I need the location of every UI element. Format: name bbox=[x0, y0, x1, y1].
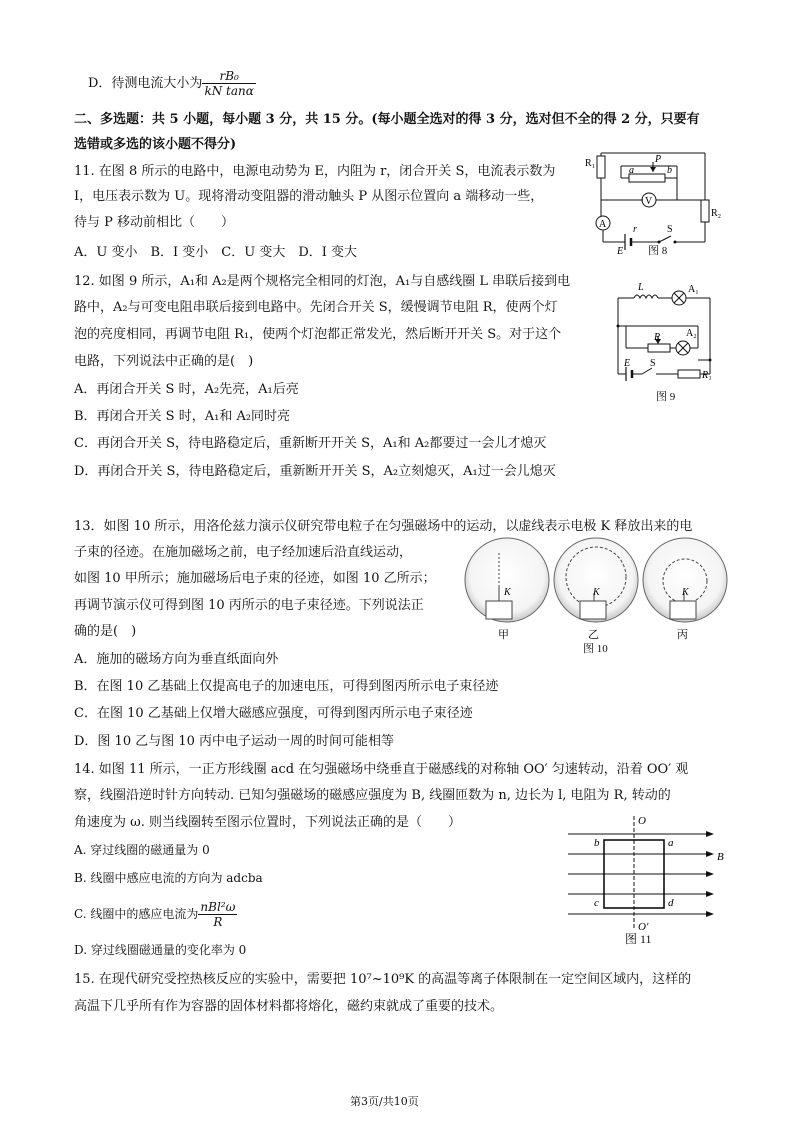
q15-line: 高温下几乎所有作为容器的固体材料都将熔化，磁约束就成了重要的技术。 bbox=[74, 999, 504, 1014]
q14-line: 角速度为 ω. 则当线圈转至图示位置时，下列说法正确的是（ ） bbox=[74, 815, 461, 830]
k-label: K bbox=[593, 587, 600, 598]
label-a: a bbox=[668, 837, 674, 849]
label-b: b bbox=[667, 165, 672, 176]
label-b-field: B bbox=[717, 851, 724, 863]
label-o-prime: O′ bbox=[638, 921, 649, 933]
q13-line: 如图 10 甲所示；施加磁场后电子束的径迹，如图 10 乙所示； bbox=[74, 571, 436, 586]
label-c: c bbox=[594, 897, 599, 909]
q15-line: 15. 在现代研究受控热核反应的实验中，需要把 10⁷~10⁹K 的高温等离子体限制在一定空间区域内，这样的 bbox=[74, 972, 692, 987]
q13-option-d: D．图 10 乙与图 10 丙中电子运动一周的时间可能相等 bbox=[74, 734, 395, 749]
section-header-line2: 选错或多选的该小题不得分) bbox=[74, 137, 237, 152]
k-label: K bbox=[682, 587, 689, 598]
q14-line: 14. 如图 11 所示，一正方形线圈 acd 在匀强磁场中绕垂直于磁感线的对称轴 OO′ 匀速转动，沿着 OO′ 观 bbox=[74, 762, 689, 777]
q14-option-c: C. 线圈中的感应电流为 $\frac{\text{nBl²ω}}{R}$ bbox=[74, 900, 236, 929]
label-r1: R₁ bbox=[585, 158, 596, 169]
label-o: O bbox=[638, 815, 646, 827]
q12-line: 路中，A₂与可变电阻串联后接到电路中。先闭合开关 S，缓慢调节电阻 R，使两个灯 bbox=[74, 300, 558, 315]
q13-line: 确的是( ) bbox=[74, 624, 137, 639]
q13-option-a: A．施加的磁场方向为垂直纸面向外 bbox=[74, 652, 279, 667]
figure-9-circuit bbox=[598, 278, 728, 388]
q12-option-b: B．再闭合开关 S 时，A₁和 A₂同时亮 bbox=[74, 409, 291, 424]
q11-options: A．U 变小 B．I 变小 C．U 变大 D．I 变大 bbox=[74, 245, 358, 260]
section-header-line1: 二、多选题：共 5 小题，每小题 3 分，共 15 分。(每小题全选对的得 3 分，选对但不全的得 2 分，只要有 bbox=[74, 112, 700, 127]
q12-line: 电路，下列说法中正确的是( ) bbox=[74, 354, 254, 369]
q12-option-d: D．再闭合开关 S，待电路稳定后，重新断开开关 S，A₂立刻熄灭，A₁过一会儿熄灭 bbox=[74, 464, 556, 479]
label-p: P bbox=[655, 154, 662, 165]
label-l: L bbox=[638, 282, 644, 293]
bulb-yi bbox=[554, 538, 638, 641]
figure-8-caption: 图 8 bbox=[648, 245, 668, 257]
q11-line: 11. 在图 8 所示的电路中，电源电动势为 E，内阻为 r，闭合开关 S，电流表示数为 bbox=[74, 164, 556, 179]
label-s: S bbox=[667, 224, 673, 235]
q11-line: I，电压表示数为 U。现将滑动变阻器的滑动触头 P 从图示位置向 a 端移动一些， bbox=[74, 189, 544, 204]
q14-option-d: D. 穿过线圈磁通量的变化率为 0 bbox=[74, 943, 247, 957]
bulb-jia bbox=[465, 538, 549, 641]
k-label: K bbox=[504, 587, 511, 598]
q11-line: 待与 P 移动前相比（ ） bbox=[74, 215, 235, 230]
figure-10-caption: 图 10 bbox=[583, 643, 608, 655]
label-a1: A₁ bbox=[688, 284, 699, 295]
q12-line: 12. 如图 9 所示，A₁和 A₂是两个规格完全相同的灯泡，A₁与自感线圈 L 串联后接到电 bbox=[74, 274, 571, 289]
label-b: b bbox=[594, 837, 600, 849]
label-a: a bbox=[629, 165, 634, 176]
q13-option-c: C．在图 10 乙基础上仅增大磁感应强度，可得到图丙所示电子束径迹 bbox=[74, 706, 473, 721]
formula-fraction: $\frac{\text{nBl²ω}}{R}$ bbox=[200, 900, 236, 929]
q13-line: 13．如图 10 所示，用洛伦兹力演示仪研究带电粒子在匀强磁场中的运动，以虚线表示电极 K 释放出来的电 bbox=[74, 519, 693, 534]
q12-option-c: C．再闭合开关 S，待电路稳定后，重新断开开关 S，A₁和 A₂都要过一会儿才熄灭 bbox=[74, 436, 547, 451]
q12-option-a: A．再闭合开关 S 时，A₂先亮，A₁后亮 bbox=[74, 382, 299, 397]
label-jia: 甲 bbox=[498, 629, 509, 641]
label-e: E bbox=[624, 358, 631, 369]
q13-option-b: B．在图 10 乙基础上仅提高电子的加速电压，可得到图丙所示电子束径迹 bbox=[74, 679, 499, 694]
figure-11-caption: 图 11 bbox=[625, 932, 652, 946]
label-r: r bbox=[633, 224, 637, 235]
q14-option-a: A. 穿过线圈的磁通量为 0 bbox=[74, 843, 210, 857]
bulb-bing bbox=[643, 538, 727, 641]
figure-10 bbox=[462, 535, 730, 645]
formula-fraction: $\frac{\text{rB₀}}{\text{kN tanα}}$ bbox=[204, 69, 254, 98]
label-e: E bbox=[617, 246, 624, 257]
q14-option-b: B. 线圈中感应电流的方向为 adcba bbox=[74, 871, 263, 885]
label-ammeter: A bbox=[599, 219, 607, 230]
label-bing: 丙 bbox=[677, 629, 688, 641]
label-a2: A₂ bbox=[686, 328, 697, 339]
q10-option-d: D．待测电流大小为 $\frac{\text{rB₀}}{\text{kN tanα}}$ bbox=[88, 69, 254, 98]
figure-9-caption: 图 9 bbox=[656, 391, 676, 403]
q12-line: 泡的亮度相同，再调节电阻 R₁，使两个灯泡都正常发光，然后断开开关 S。对于这个 bbox=[74, 327, 562, 342]
label-d: d bbox=[668, 897, 674, 909]
label-yi: 乙 bbox=[588, 629, 599, 641]
q13-line: 子束的径迹。在施加磁场之前，电子经加速后沿直线运动， bbox=[74, 545, 413, 560]
label-r2: R₂ bbox=[711, 208, 722, 219]
label-r: R bbox=[654, 332, 661, 343]
label-r1: R₁ bbox=[702, 370, 712, 381]
figure-11 bbox=[568, 812, 728, 936]
q13-line: 再调节演示仪可得到图 10 丙所示的电子束径迹。下列说法正 bbox=[74, 598, 424, 613]
q14-line: 察，线圈沿逆时针方向转动. 已知匀强磁场的磁感应强度为 B, 线圈匝数为 n, 边长为 l, 电阻为 R, 转动的 bbox=[74, 788, 671, 803]
label-v: V bbox=[645, 196, 653, 207]
page-footer: 第3页/共10页 bbox=[350, 1095, 419, 1108]
label-s: S bbox=[650, 358, 656, 369]
